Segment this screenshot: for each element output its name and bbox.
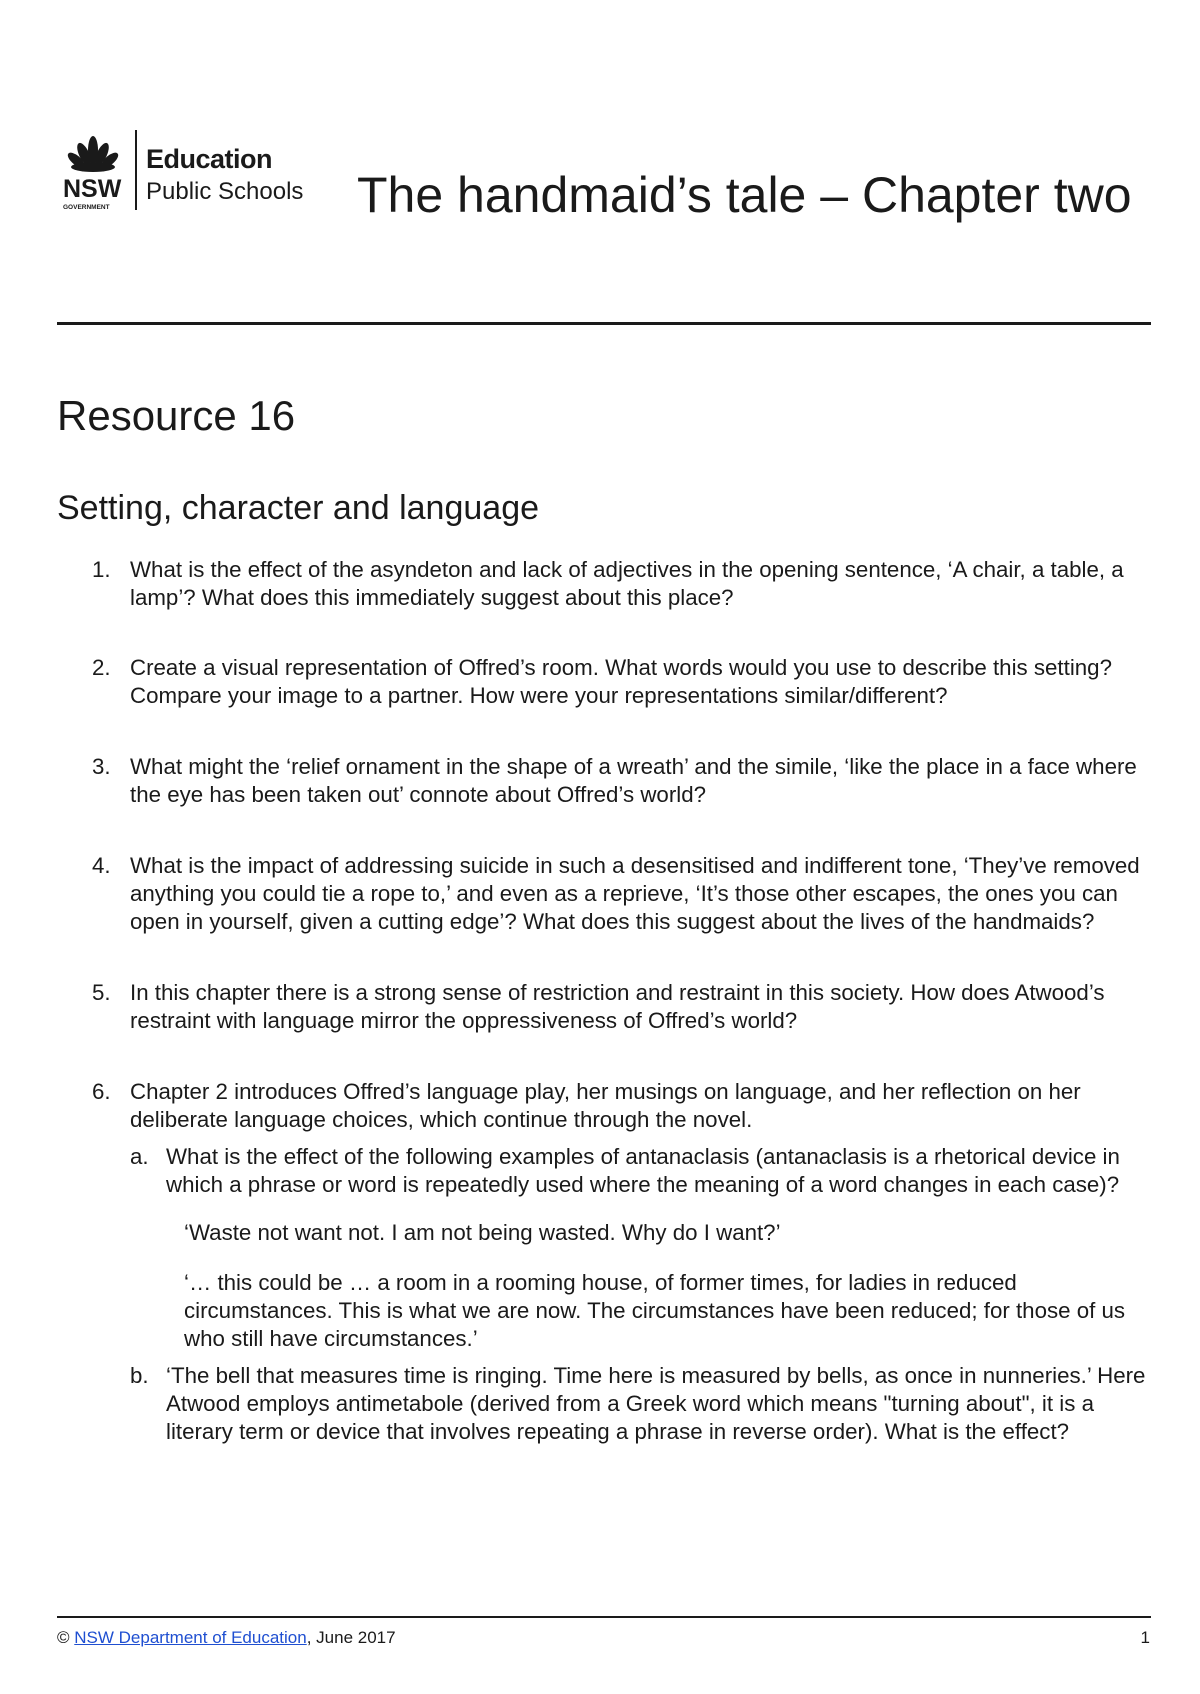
footer-date: , June 2017 xyxy=(306,1628,396,1647)
question-text: What is the effect of the asyndeton and lack of adjectives in the opening sentence, ‘A chair, a table, a lamp’? What does this immediately suggest about this place? xyxy=(130,557,1124,610)
logo-divider xyxy=(135,130,137,210)
question-number: 1. xyxy=(92,557,111,582)
question-item xyxy=(57,1078,1157,1446)
question-item xyxy=(57,654,1157,710)
subquestion-text: What is the effect of the following examples of antanaclasis (antanaclasis is a rhetorical device in which a phrase or word is repeatedly used where the meaning of a word changes in each case)? xyxy=(166,1144,1120,1197)
question-text: Chapter 2 introduces Offred’s language play, her musings on language, and her reflection on her deliberate language choices, which continue through the novel. xyxy=(130,1079,1081,1132)
question-text: What is the impact of addressing suicide in such a desensitised and indifferent tone, ‘They’ve removed anything you could tie a rope to,’ and even as a reprieve, ‘It’s those other escapes, the ones you can open in yourself, given a cutting edge’? What does this suggest about the lives of the handmaids? xyxy=(130,853,1140,934)
page-title: The handmaid’s tale – Chapter two xyxy=(357,167,1132,223)
footer-divider xyxy=(57,1616,1151,1618)
page-number: 1 xyxy=(1140,1628,1150,1647)
question-number: 6. xyxy=(92,1079,111,1104)
copyright-symbol: © xyxy=(57,1628,70,1647)
subquestion-letter: a. xyxy=(130,1144,149,1169)
question-number: 3. xyxy=(92,754,111,779)
question-text: In this chapter there is a strong sense of restriction and restraint in this society. How does Atwood’s restraint with language mirror the oppressiveness of Offred’s world? xyxy=(130,980,1105,1033)
header-divider xyxy=(57,322,1151,325)
waratah-icon xyxy=(65,136,120,172)
logo-public-schools: Public Schools xyxy=(146,178,304,205)
subquestion-letter: b. xyxy=(130,1363,149,1388)
footer xyxy=(57,1628,396,1648)
question-item xyxy=(57,556,1157,612)
nsw-mark: NSW xyxy=(63,175,122,203)
subquestion-text: ‘The bell that measures time is ringing. Time here is measured by bells, as once in nunneries.’ Here Atwood employs antimetabole (derived from a Greek word which means "turning about", it is a literary term or device that involves repeating a phrase in reverse order). What is the effect? xyxy=(166,1363,1146,1444)
government-mark: GOVERNMENT xyxy=(63,204,110,211)
section-heading: Setting, character and language xyxy=(57,489,540,527)
question-text: What might the ‘relief ornament in the shape of a wreath’ and the simile, ‘like the place in a face where the eye has been taken out’ connote about Offred’s world? xyxy=(130,754,1137,807)
question-list xyxy=(57,556,1157,1446)
nsw-department-link[interactable]: NSW Department of Education xyxy=(74,1628,307,1647)
subquestion-b xyxy=(130,1362,1157,1446)
question-item xyxy=(57,979,1157,1035)
resource-heading: Resource 16 xyxy=(57,392,296,439)
question-item xyxy=(57,852,1157,936)
subquestion-a xyxy=(130,1143,1157,1353)
question-text: Create a visual representation of Offred’s room. What words would you use to describe this setting? Compare your image to a partner. How were your representations similar/different? xyxy=(130,655,1112,708)
question-item xyxy=(57,753,1157,809)
logo-education: Education xyxy=(146,144,273,174)
question-number: 2. xyxy=(92,655,111,680)
question-number: 4. xyxy=(92,853,111,878)
quote-1: ‘Waste not want not. I am not being wasted. Why do I want?’ xyxy=(184,1220,781,1245)
question-number: 5. xyxy=(92,980,111,1005)
quote-2: ‘… this could be … a room in a rooming house, of former times, for ladies in reduced circumstances. This is what we are now. The circumstances have been reduced; for those of us who still have circumstances.’ xyxy=(184,1270,1126,1351)
